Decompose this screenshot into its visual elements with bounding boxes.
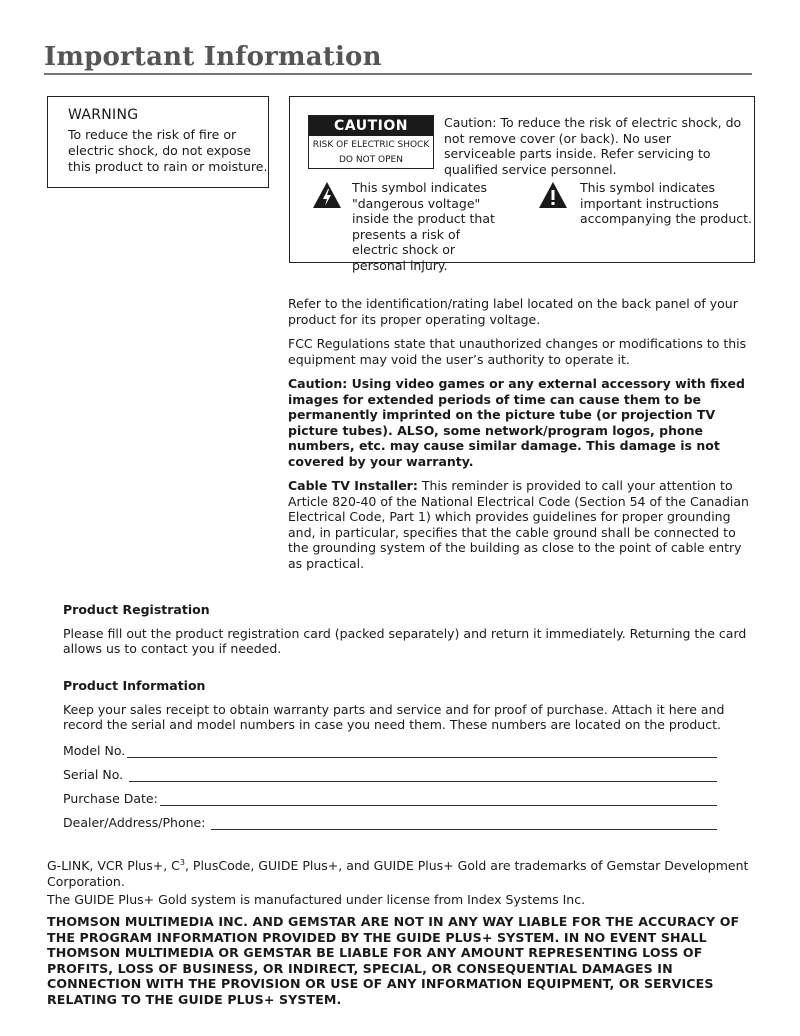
page-title: Important Information — [44, 42, 382, 72]
serial-number-label: Serial No. — [63, 767, 128, 782]
caution-label-subtext — [309, 136, 433, 168]
caution-label — [308, 115, 434, 169]
title-rule — [44, 73, 752, 75]
voltage-paragraph: Refer to the identification/rating label located on the back panel of your product for its proper operating voltage. — [288, 296, 738, 327]
caution-label-line1: RISK OF ELECTRIC SHOCK — [312, 140, 430, 150]
registration-heading: Product Registration — [63, 602, 210, 617]
registration-text: Please fill out the product registration card (packed separately) and return it immediately. Returning the card allows us to contact you if needed. — [63, 625, 747, 656]
purchase-date-line[interactable] — [160, 793, 717, 806]
instructions-symbol-text: This symbol indicates important instructions accompanying the product. — [580, 180, 752, 226]
product-info-heading: Product Information — [63, 678, 206, 693]
exclamation-triangle-icon — [538, 181, 568, 209]
warning-text: To reduce the risk of fire or electric shock, do not expose this product to rain or moisture. — [68, 127, 268, 174]
serial-number-field[interactable] — [63, 766, 717, 782]
product-information-section — [63, 678, 753, 733]
trademark-text-start: G-LINK, VCR Plus+, C — [47, 858, 180, 874]
dealer-field[interactable] — [63, 814, 717, 830]
purchase-date-label: Purchase Date: — [63, 791, 158, 806]
product-info-text: Keep your sales receipt to obtain warranty parts and service and for proof of purchase. Attach it here and record the serial and model numbers in case you need them. These numbers are located on the product. — [63, 701, 725, 732]
trademark-text-end: , PlusCode, GUIDE Plus+, and GUIDE Plus+ Gold are trademarks of Gemstar Development Corporation. — [47, 858, 749, 889]
product-registration-section — [63, 602, 753, 657]
fcc-paragraph: FCC Regulations state that unauthorized changes or modifications to this equipment may void the user’s authority to operate it. — [288, 336, 747, 367]
caution-label-heading: CAUTION — [309, 116, 433, 136]
trademark-text — [47, 855, 753, 889]
lightning-triangle-icon — [312, 181, 342, 209]
voltage-symbol-text: This symbol indicates "dangerous voltage" inside the product that presents a risk of electric shock or personal injury. — [352, 180, 495, 273]
warning-heading: WARNING — [68, 107, 139, 123]
dealer-label: Dealer/Address/Phone: — [63, 815, 210, 830]
caution-box — [289, 96, 755, 273]
trademark-superscript: 3 — [179, 858, 185, 867]
serial-number-line[interactable] — [129, 769, 717, 782]
liability-disclaimer: THOMSON MULTIMEDIA INC. AND GEMSTAR ARE NOT IN ANY WAY LIABLE FOR THE ACCURACY OF THE PROGRAM INFORMATION PROVIDED BY THE GUIDE PLUS+ SYSTEM. IN NO EVENT SHALL THOMSON MULTIMEDIA OR GEMSTAR BE LIABLE FOR ANY AMOUNT REPRESENTING LOSS OF PROFITS, LOSS OF BUSINESS, OR INDIRECT, SPECIAL, OR CONSEQUENTIAL DAMAGES IN CONNECTION WITH THE PROVISION OR USE OF ANY INFORMATION EQUIPMENT, OR SERVICES RELATING TO THE GUIDE PLUS+ SYSTEM. — [47, 914, 740, 1007]
model-number-label: Model No. — [63, 743, 126, 758]
caution-text: Caution: To reduce the risk of electric shock, do not remove cover (or back). No user serviceable parts inside. Refer servicing to qualified service personnel. — [444, 115, 742, 177]
cable-installer-paragraph — [288, 478, 750, 571]
license-text: The GUIDE Plus+ Gold system is manufactured under license from Index Systems Inc. — [47, 892, 586, 907]
model-number-field[interactable] — [63, 742, 717, 758]
cable-installer-lead: Cable TV Installer: — [288, 478, 418, 493]
dealer-line[interactable] — [211, 817, 717, 830]
purchase-date-field[interactable] — [63, 790, 717, 806]
trademark-note — [47, 855, 753, 889]
body-column — [288, 296, 750, 580]
video-games-caution: Caution: Using video games or any external accessory with fixed images for extended periods of time can cause them to be permanently imprinted on the picture tube (or projection TV picture tubes). ALSO, some network/program logos, phone numbers, etc. may cause similar damage. This damage is not covered by your warranty. — [288, 376, 745, 469]
warning-box — [47, 96, 269, 188]
model-number-line[interactable] — [127, 745, 717, 758]
caution-label-line2: DO NOT OPEN — [339, 155, 403, 165]
cable-installer-text: This reminder is provided to call your attention to Article 820-40 of the National Electrical Code (Section 54 of the Canadian Electrical Code, Part 1) which provides guidelines for proper grounding and, in particular, specifies that the cable ground shall be connected to the grounding system of the building as close to the point of cable entry as practical. — [288, 478, 749, 571]
license-note — [47, 892, 753, 908]
